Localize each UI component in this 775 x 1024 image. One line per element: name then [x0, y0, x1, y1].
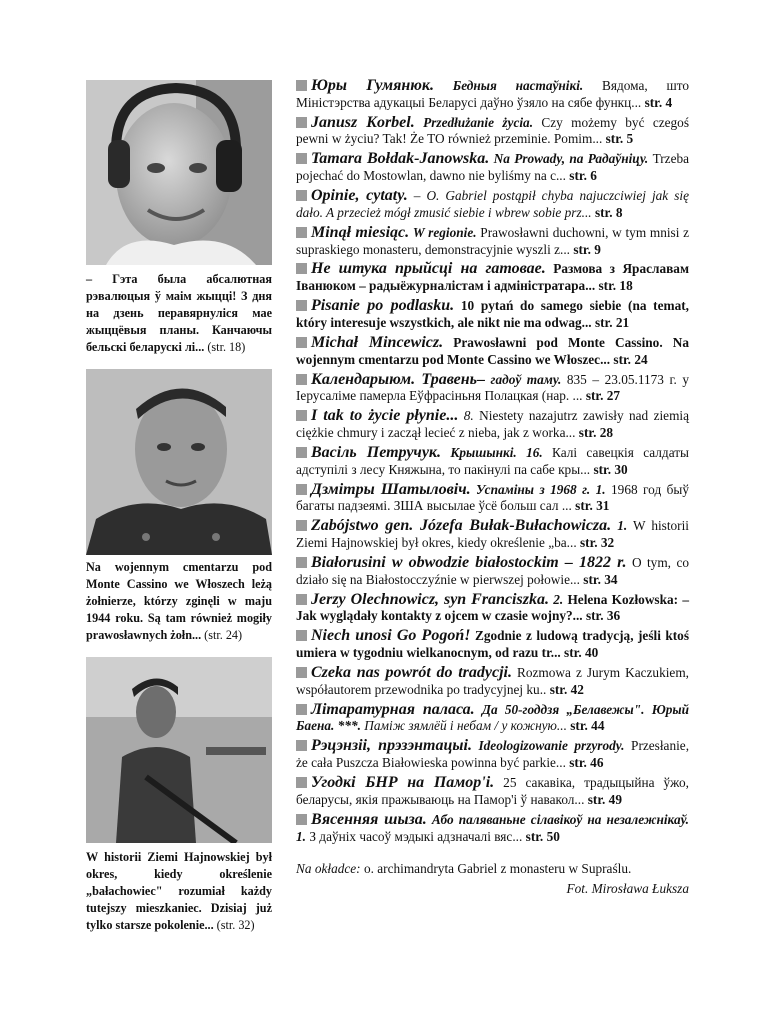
toc-subtitle: W regionie.: [412, 224, 477, 240]
bullet-square-icon: [296, 153, 307, 164]
cover-note: [296, 859, 689, 899]
toc-page: str. 5: [605, 131, 634, 147]
toc-entry[interactable]: [296, 665, 689, 699]
toc-title: Угодкі БНР на Памор'і.: [311, 774, 495, 792]
toc-page: str. 36: [585, 608, 621, 624]
toc-entry[interactable]: [296, 445, 689, 479]
toc-entry[interactable]: [296, 408, 689, 442]
toc-text: Prawosławni pod Monte Cassino. Na wojennym cmentarzu pod Monte Cassino we Włoszec...: [296, 334, 689, 367]
toc-entry[interactable]: [296, 225, 689, 259]
toc-page: str. 18: [598, 278, 633, 294]
toc-title: Календарыюм. Травень–: [311, 370, 485, 388]
toc-text: O tym, co działo się na Białostocczyźnie w pierwszej połowie...: [296, 554, 690, 587]
toc-page: str. 34: [583, 571, 618, 587]
caption-2: [86, 559, 272, 645]
toc-title: Вясенняя шыза.: [311, 810, 427, 828]
toc-text: Zgodnie z ludową tradycją, jeśli ktoś umiera w tygodniu wielkanocnym, od razu tr...: [296, 628, 690, 661]
toc-title: Czeka nas powrót do tradycji.: [311, 664, 512, 681]
cover-label: Na okładce:: [296, 861, 361, 877]
bullet-square-icon: [296, 777, 307, 788]
toc-title: Васіль Петручук.: [311, 443, 442, 461]
toc-subtitle: Бедныя настаўнікі.: [452, 78, 584, 93]
toc-page: str. 4: [644, 94, 673, 110]
left-column: [86, 80, 272, 934]
toc-title: Pisanie po podlasku.: [311, 297, 455, 315]
toc-entry[interactable]: [296, 115, 689, 149]
toc-title: Janusz Korbel.: [311, 113, 415, 131]
bullet-square-icon: [296, 227, 307, 238]
toc-title: Białorusini w obwodzie białostockim – 1822 r.: [311, 553, 627, 571]
toc-page: str. 30: [593, 461, 628, 477]
bullet-square-icon: [296, 80, 307, 91]
bullet-square-icon: [296, 814, 307, 825]
cover-text: o. archimandryta Gabriel z monasteru w Supraślu.: [363, 861, 632, 877]
toc-text: Паміж зямлёй і небам / у кожную...: [364, 718, 567, 734]
toc-text: Rozmowa z Jurym Kaczukiem, współautorem przewodnika po tradycyjnej ku..: [296, 665, 689, 697]
bullet-square-icon: [296, 190, 307, 201]
toc-text: Przesłanie, że cała Puszcza Białowieska powinna być parkie...: [296, 738, 690, 771]
photo-man-headphones: [86, 80, 272, 265]
toc-page: str. 49: [587, 791, 622, 807]
toc-entry[interactable]: [296, 151, 689, 185]
toc-text: Размова з Яраславам Іванюком – радыёжурналістам і адміністратара...: [296, 261, 690, 294]
bullet-square-icon: [296, 263, 307, 274]
toc-title: Zabójstwo gen. Józefa Bułak-Bułachowicza.: [311, 517, 612, 535]
bullet-square-icon: [296, 557, 307, 568]
toc-subtitle: Да 50-годдзя „Белавежы". Юрый Баена. ***.: [296, 701, 690, 734]
toc-title: Opinie, cytaty.: [311, 187, 408, 205]
toc-title: Niech unosi Go Pogoń!: [311, 627, 471, 645]
toc-entry[interactable]: [296, 592, 689, 626]
toc-page: str. 42: [549, 681, 584, 697]
toc-subtitle: гадоў таму.: [490, 371, 562, 387]
toc-title: Michał Mincewicz.: [311, 333, 444, 351]
toc-title: Літаратурная паласа.: [311, 700, 475, 718]
toc-entry[interactable]: [296, 261, 689, 295]
toc-text: – O. Gabriel postąpił chyba najuczciwiej jak się dało. A przecież mógł zmusić siebie i wbrew sobie prz...: [296, 188, 689, 220]
toc-title: Не штука прыйсці на гатовае.: [311, 260, 546, 278]
bullet-square-icon: [296, 520, 307, 531]
toc-page: str. 27: [585, 388, 621, 404]
caption-3-text: W historii Ziemi Hajnowskiej był okres, kiedy określenie „bałachowiec" rozumiał każdy tutejszy mieszkaniec. Dzisiaj już tylko starsze pokolenie...: [86, 850, 272, 932]
toc-entry[interactable]: [296, 335, 689, 369]
bullet-square-icon: [296, 300, 307, 311]
bullet-square-icon: [296, 594, 307, 605]
toc-text: 835 – 23.05.1173 г. у Іерусаліме памерла Еўфрасіньня Полацкая (нар. ...: [296, 371, 689, 404]
toc-page: str. 50: [525, 828, 560, 844]
toc-title: Юры Гумянюк.: [311, 77, 434, 94]
toc-text: Czy możemy być czegoś pewni w życiu? Tak! Że TO również przeminie. Pomim...: [296, 114, 690, 147]
toc-page: str. 44: [570, 718, 605, 734]
caption-3: [86, 849, 272, 934]
toc-subtitle: Або паляваньне сілавікоў на незалежнікаў. 1.: [296, 811, 690, 844]
toc-page: str. 46: [569, 755, 604, 771]
toc-subtitle: Przedłużanie życia.: [423, 114, 534, 130]
caption-1-text: – Гэта была абсалютная рэвалюцыя ў маім жыцці! З дня на дзень перавярнуліся мае жыццёвыя планы. Канчаючы бельскі беларускі лі...: [86, 272, 272, 354]
caption-1-ref: (str. 18): [207, 340, 246, 354]
toc-entry[interactable]: [296, 775, 689, 809]
photo-historic-soldier: [86, 657, 272, 843]
bullet-square-icon: [296, 337, 307, 348]
toc-entry[interactable]: [296, 738, 689, 772]
bullet-square-icon: [296, 447, 307, 458]
caption-3-ref: (str. 32): [216, 918, 255, 932]
toc-title: Дзмітры Шатыловіч.: [311, 480, 471, 498]
toc-page: str. 21: [594, 314, 630, 330]
toc-text: Вядома, што Міністэрства адукацыі Беларусі даўно ўзяло на сябе функц...: [296, 78, 690, 110]
photo-soldier-portrait: [86, 369, 272, 555]
toc-subtitle: Крышынкі. 16.: [450, 444, 543, 460]
toc-entry[interactable]: [296, 188, 689, 222]
toc-page: str. 9: [573, 241, 601, 257]
toc-entry[interactable]: [296, 482, 689, 516]
toc-text: Helena Kozłowska: – Jak wyglądały kontakty z ojcem w czasie wojny?...: [296, 591, 689, 624]
toc-entry[interactable]: [296, 518, 689, 552]
bullet-square-icon: [296, 374, 307, 385]
toc-entry[interactable]: [296, 812, 689, 846]
caption-1: [86, 271, 272, 359]
toc-entry[interactable]: [296, 78, 689, 112]
toc-page: str. 31: [575, 498, 610, 514]
toc-title: Minął miesiąc.: [311, 223, 410, 241]
caption-2-ref: (str. 24): [204, 628, 243, 642]
toc-entry[interactable]: [296, 372, 689, 406]
toc-text: Niestety nazajutrz zawisły nad ziemią ciężkie chmury i zaczął lecieć z nieba, jak z worka...: [296, 408, 690, 440]
caption-2-text: Na wojennym cmentarzu pod Monte Cassino we Włoszech leżą żołnierze, którzy zginęli w maju 1944 roku. Są tam również mogiły prawosławnych żołn...: [86, 560, 272, 642]
bullet-square-icon: [296, 704, 307, 715]
toc-subtitle: Ideologizowanie przyrody.: [478, 738, 625, 754]
toc-page: str. 24: [613, 351, 648, 367]
bullet-square-icon: [296, 484, 307, 495]
toc-page: str. 28: [578, 424, 614, 440]
toc-text: 10 pytań do samego siebie (na temat, który interesuje wszystkich, ale nikt nie ma odwag...: [296, 298, 689, 330]
toc-entry[interactable]: [296, 628, 689, 662]
toc-entry[interactable]: [296, 298, 689, 332]
toc-subtitle: Na Prowady, na Радаўніцу.: [493, 151, 649, 167]
table-of-contents: [296, 78, 689, 899]
toc-text: З даўніх часоў мэдыкі адзначалі вяс...: [309, 828, 523, 844]
toc-entry[interactable]: [296, 555, 689, 589]
toc-text: W historii Ziemi Hajnowskiej był okres, kiedy określenie „ba...: [296, 518, 690, 551]
toc-text: Prawosławni duchowni, w tym mnisi z supraskiego monasteru, demonstracyjnie wyszli z...: [296, 224, 690, 257]
toc-subtitle: 2.: [553, 591, 564, 607]
bullet-square-icon: [296, 667, 307, 678]
toc-title: Tamara Bołdak-Janowska.: [311, 150, 490, 168]
toc-subtitle: 1.: [617, 518, 628, 534]
toc-page: str. 32: [579, 535, 615, 551]
toc-text: 1968 год быў багаты падзеямі. ЗША высылае ўсё больш сал ...: [296, 481, 689, 514]
toc-text: 25 сакавіка, традыцыйна ўжо, беларусы, якія пражываюць на Памор'і ў навакол...: [296, 775, 689, 807]
photo-credit: Fot. Mirosława Łuksza: [566, 881, 689, 897]
toc-page: str. 40: [564, 645, 599, 661]
bullet-square-icon: [296, 117, 307, 128]
toc-entry[interactable]: [296, 702, 689, 736]
bullet-square-icon: [296, 410, 307, 421]
toc-text: Калі савецкія салдаты адступілі з лесу Княжына, то пакінулі па сабе кры...: [296, 444, 689, 477]
toc-subtitle: Успаміны з 1968 г. 1.: [476, 481, 606, 497]
toc-title: Рэцэнзіі, прэзэнтацыі.: [311, 737, 472, 755]
bullet-square-icon: [296, 630, 307, 641]
toc-page: str. 6: [569, 168, 597, 184]
toc-text: Trzeba pojechać do Mostowlan, dawno nie byliśmy na c...: [296, 151, 690, 184]
toc-subtitle: 8.: [463, 408, 474, 424]
bullet-square-icon: [296, 740, 307, 751]
toc-title: Jerzy Olechnowicz, syn Franciszka.: [311, 590, 549, 608]
toc-title: I tak to życie płynie...: [311, 407, 459, 425]
toc-page: str. 8: [594, 204, 623, 220]
